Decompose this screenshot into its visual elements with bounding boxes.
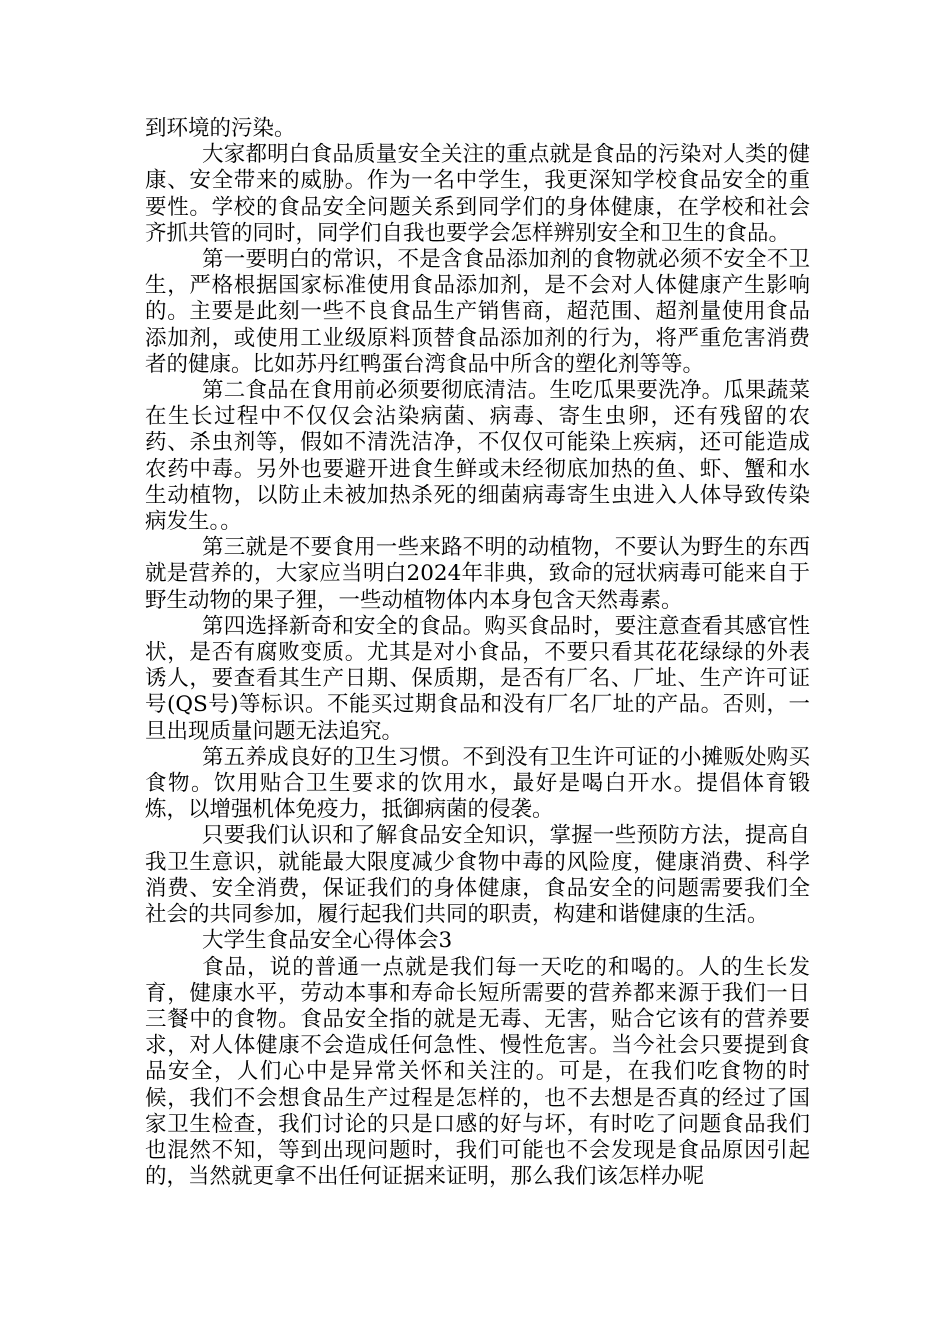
paragraph-point-1: 第一要明白的常识，不是含食品添加剂的食物就必须不安全不卫生，严格根据国家标准使用食品添加剂，是不会对人体健康产生影响的。主要是此刻一些不良食品生产销售商，超范围、超剂量使用食品添加剂，或使用工业级原料顶替食品添加剂的行为，将严重危害消费者的健康。比如苏丹红鸭蛋台湾食品中所含的塑化剂等等。 [145, 247, 810, 377]
paragraph-section-3-intro: 食品，说的普通一点就是我们每一天吃的和喝的。人的生长发育，健康水平，劳动本事和寿命长短所需要的营养都来源于我们一日三餐中的食物。食品安全指的就是无毒、无害，贴合它该有的营养要求，对人体健康不会造成任何急性、慢性危害。当今社会只要提到食品安全，人们心中是异常关怀和关注的。可是，在我们吃食物的时候，我们不会想食品生产过程是怎样的，也不去想是否真的经过了国家卫生检查，我们讨论的只是口感的好与坏，有时吃了问题食品我们也混然不知，等到出现问题时，我们可能也不会发现是食品原因引起的，当然就更拿不出任何证据来证明，那么我们该怎样办呢 [145, 954, 810, 1190]
paragraph-continuation: 到环境的污染。 [145, 116, 296, 141]
section-heading: 大学生食品安全心得体会3 [202, 928, 453, 954]
document-body [145, 116, 810, 1190]
paragraph-point-4: 第四选择新奇和安全的食品。购买食品时，要注意查看其感官性状，是否有腐败变质。尤其是对小食品，不要只看其花花绿绿的外表诱人，要查看其生产日期、保质期，是否有厂名、厂址、生产许可证号(QS号)等标识。不能买过期食品和没有厂名厂址的产品。否则，一旦出现质量问题无法追究。 [145, 613, 810, 744]
paragraph-conclusion: 只要我们认识和了解食品安全知识，掌握一些预防方法，提高自我卫生意识，就能最大限度减少食物中毒的风险度，健康消费、科学消费、安全消费，保证我们的身体健康，食品安全的问题需要我们全社会的共同参加，履行起我们共同的职责，构建和谐健康的生活。 [145, 823, 810, 928]
paragraph-point-2: 第二食品在食用前必须要彻底清洁。生吃瓜果要洗净。瓜果蔬菜在生长过程中不仅仅会沾染病菌、病毒、寄生虫卵，还有残留的农药、杀虫剂等，假如不清洗洁净，不仅仅可能染上疾病，还可能造成农药中毒。另外也要避开进食生鲜或未经彻底加热的鱼、虾、蟹和水生动植物，以防止未被加热杀死的细菌病毒寄生虫进入人体导致传染病发生。。 [145, 378, 810, 535]
paragraph-point-5: 第五养成良好的卫生习惯。不到没有卫生许可证的小摊贩处购买食物。饮用贴合卫生要求的饮用水，最好是喝白开水。提倡体育锻炼，以增强机体免疫力，抵御病菌的侵袭。 [145, 744, 810, 823]
paragraph-point-3: 第三就是不要食用一些来路不明的动植物，不要认为野生的东西就是营养的，大家应当明白2024年非典，致命的冠状病毒可能来自于野生动物的果子狸，一些动植物体内本身包含天然毒素。 [145, 535, 810, 613]
paragraph-intro: 大家都明白食品质量安全关注的重点就是食品的污染对人类的健康、安全带来的威胁。作为一名中学生，我更深知学校食品安全的重要性。学校的食品安全问题关系到同学们的身体健康，在学校和社会齐抓共管的同时，同学们自我也要学会怎样辨别安全和卫生的食品。 [145, 142, 810, 246]
